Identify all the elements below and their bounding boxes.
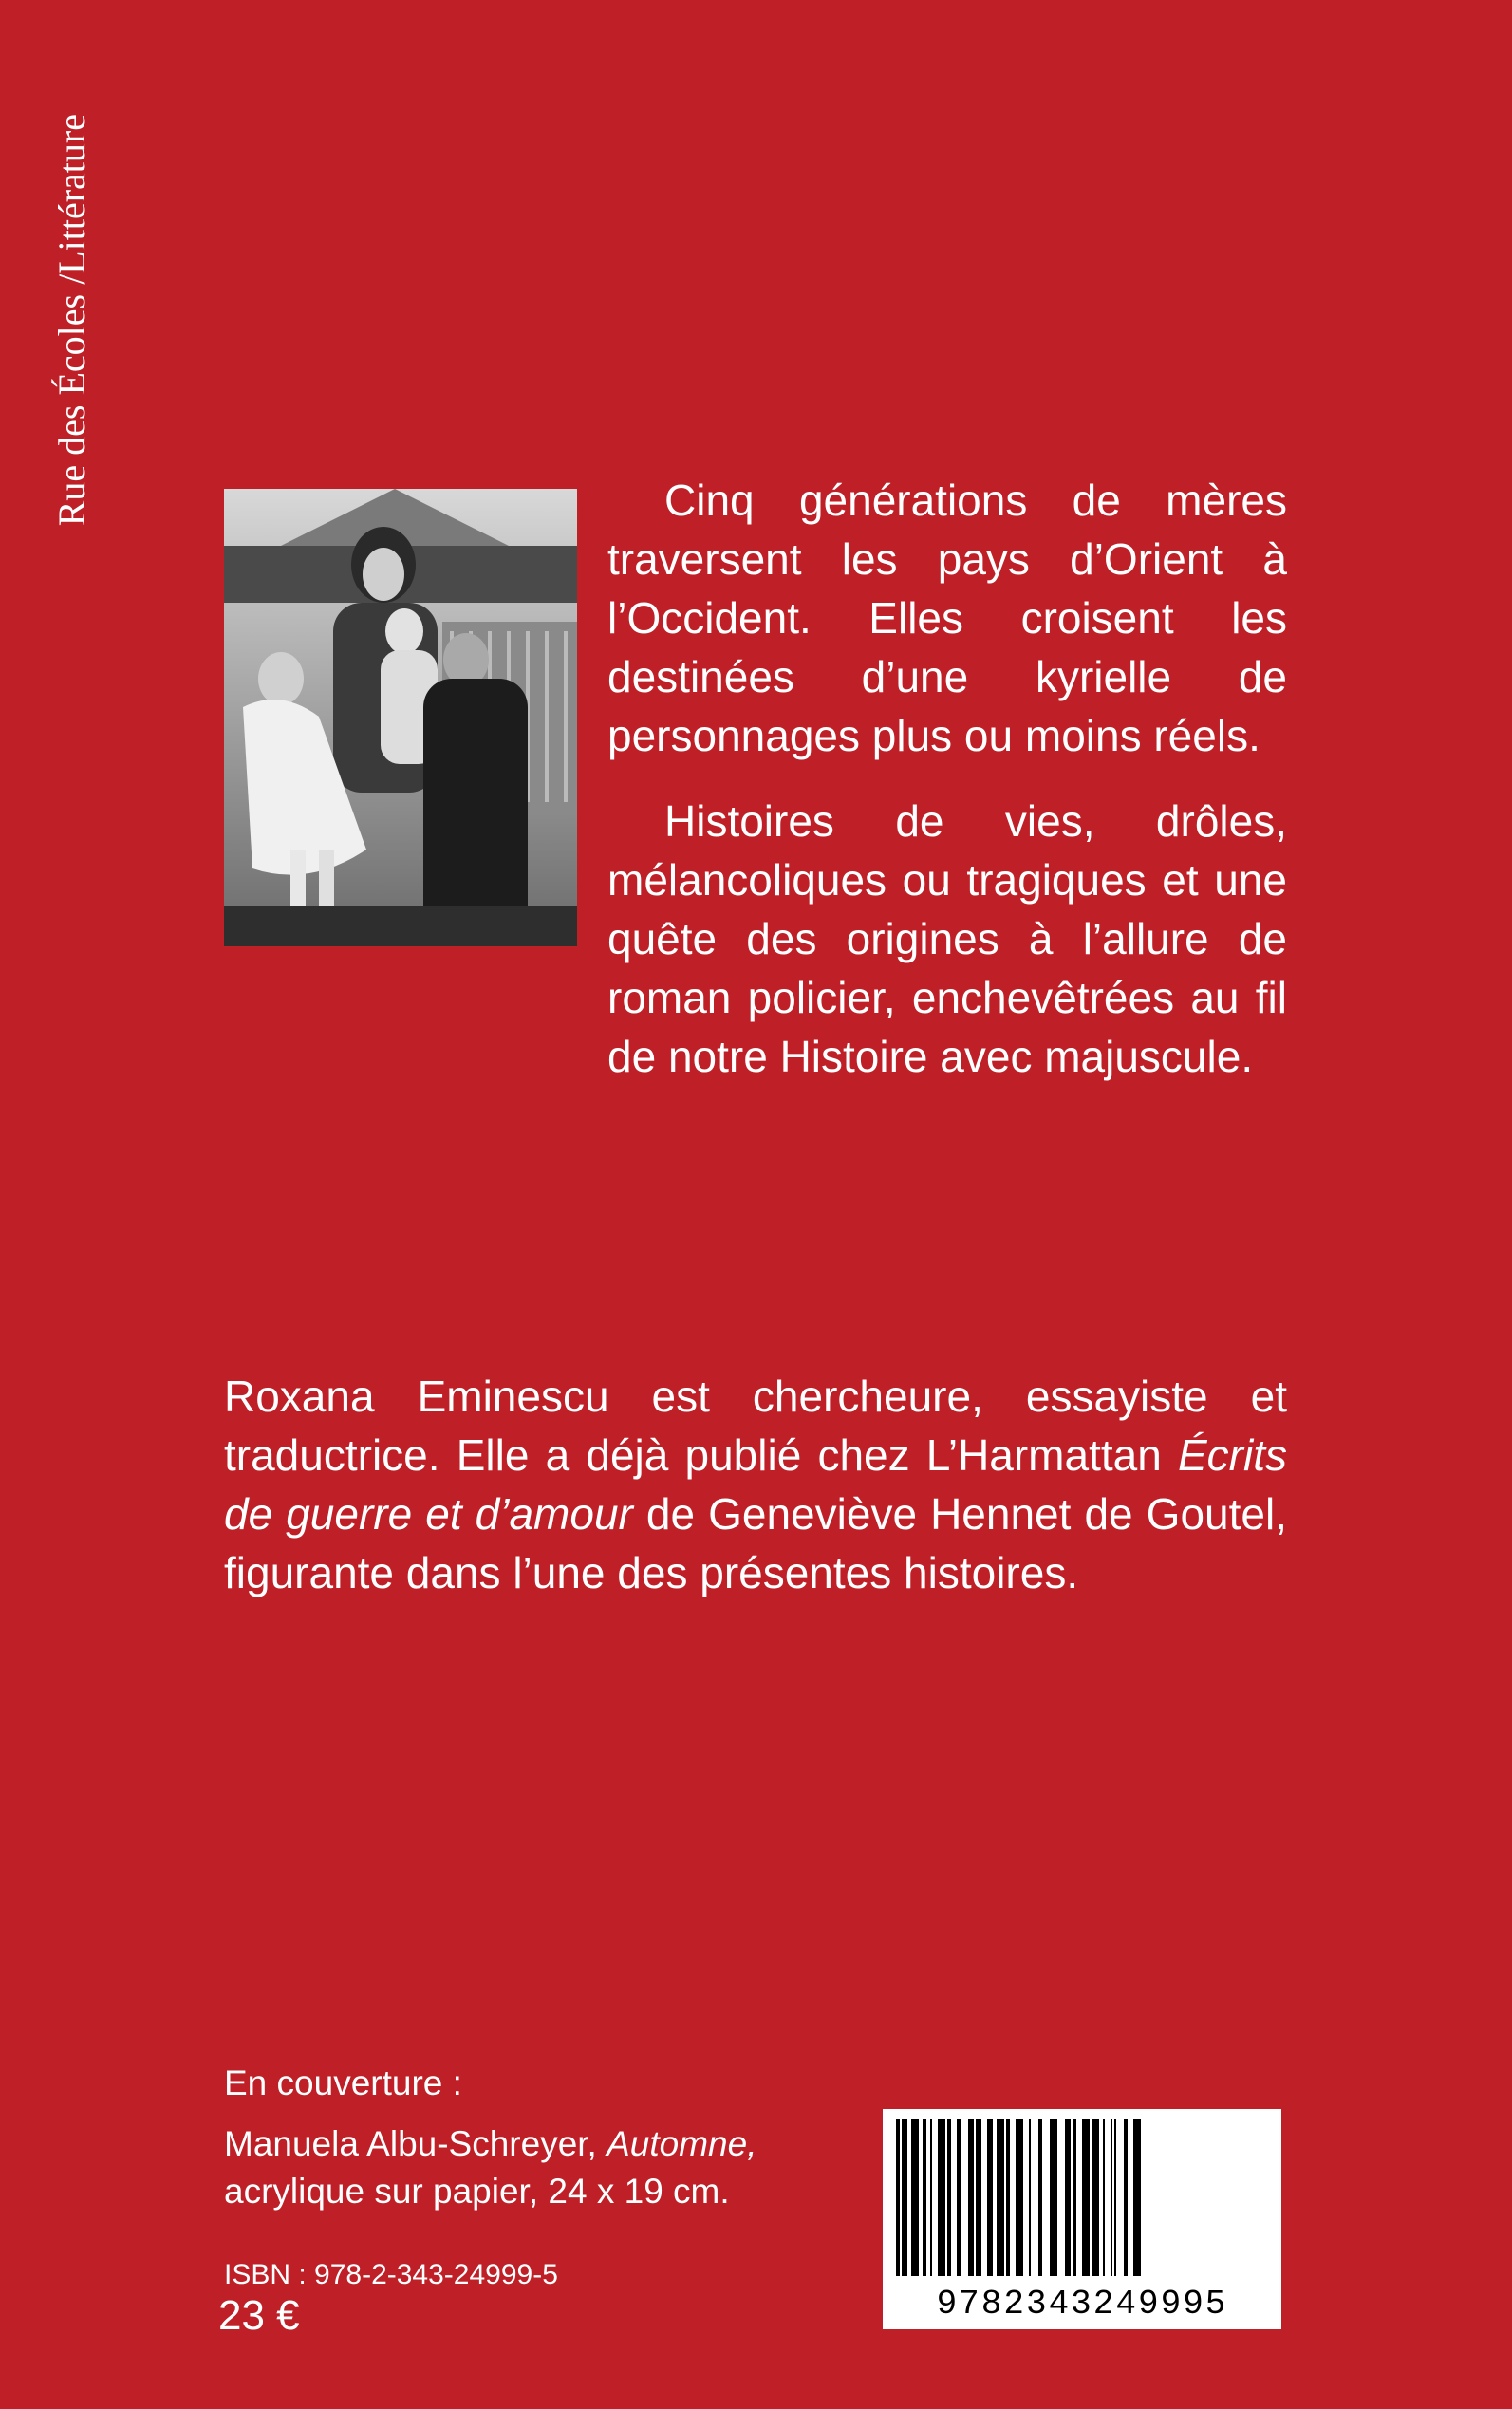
artwork-medium: acrylique sur papier, 24 x 19 cm. [224, 2172, 730, 2211]
price: 23 € [218, 2292, 300, 2339]
barcode-bar [1133, 2119, 1141, 2276]
barcode-bar [1103, 2119, 1105, 2276]
barcode-bar [1092, 2119, 1099, 2276]
barcode-bar [976, 2119, 981, 2276]
barcode-digits: 9782343249995 [887, 2285, 1278, 2324]
intro-paragraph-1: Cinq générations de mères traversent les pays d’Orient à l’Occident. Elles croisent les destinées d’une kyrielle de personnages plus ou moins réels. [607, 476, 1287, 760]
barcode-bar [1065, 2119, 1071, 2276]
bio-part-2: de Geneviève Hennet de Goutel, figurante dans l’une des présentes histoires. [224, 1489, 1287, 1597]
barcode-bar [1082, 2119, 1090, 2276]
cover-credits-label: En couverture : [224, 2064, 462, 2102]
family-photo-icon [224, 489, 577, 946]
barcode [883, 2109, 1281, 2329]
author-bio-paragraph [224, 1367, 1287, 1602]
bio-part-1: Roxana Eminescu est chercheure, essayiste et traductrice. Elle a déjà publié chez L’Harmattan [224, 1372, 1287, 1480]
barcode-bar [968, 2119, 974, 2276]
barcode-bar [987, 2119, 993, 2276]
barcode-bar [947, 2119, 951, 2276]
collection-label: Rue des Écoles /Littérature [49, 114, 93, 527]
cover-credits-artwork [224, 2120, 831, 2168]
barcode-bar [902, 2119, 907, 2276]
barcode-bar [997, 2119, 1004, 2276]
isbn: ISBN : 978-2-343-24999-5 [224, 2259, 558, 2290]
artwork-title: Automne, [607, 2124, 757, 2163]
bio-book-title: Écrits de guerre et d’amour [224, 1430, 1287, 1539]
barcode-bar [1073, 2119, 1076, 2276]
intro-paragraph-2: Histoires de vies, drôles, mélancoliques ou tragiques et une quête des origines à l’allure de roman policier, enchevêtrées au fil de notre Histoire avec majuscule. [607, 796, 1287, 1081]
artist-name: Manuela Albu-Schreyer, [224, 2124, 607, 2163]
barcode-bar [938, 2119, 945, 2276]
barcode-bar [1111, 2119, 1112, 2276]
barcode-bar [1050, 2119, 1057, 2276]
barcode-bar [1016, 2119, 1023, 2276]
barcode-bar [930, 2119, 932, 2276]
barcode-bar [1038, 2119, 1042, 2276]
barcode-bar [911, 2119, 919, 2276]
barcode-bar [1114, 2119, 1116, 2276]
cover-credits [224, 2060, 831, 2215]
barcode-bar [1029, 2119, 1031, 2276]
barcode-bar [957, 2119, 961, 2276]
barcode-bar [1006, 2119, 1010, 2276]
author-bio [224, 1367, 1287, 1602]
barcode-bar [1124, 2119, 1128, 2276]
barcode-bar [923, 2119, 926, 2276]
barcode-bar [896, 2119, 900, 2276]
